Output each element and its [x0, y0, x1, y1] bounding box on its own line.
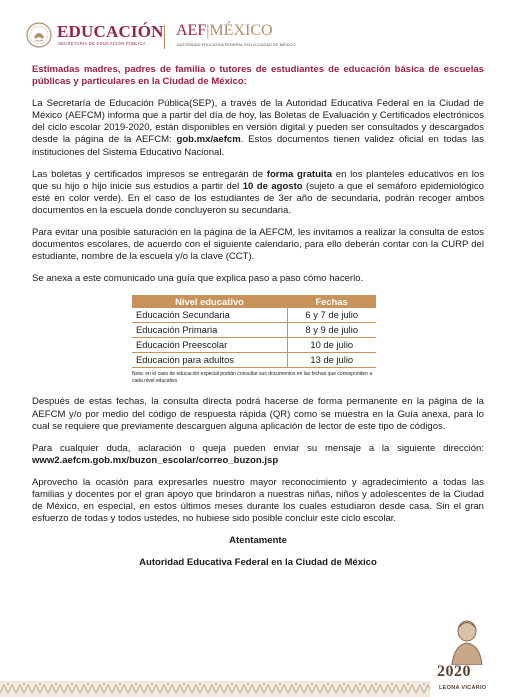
level-cell: Educación Secundaria: [132, 308, 287, 323]
aefcm-subtitle: AUTORIDAD EDUCATIVA FEDERAL EN LA CIUDAD DE MÉXICO: [177, 42, 296, 47]
education-logo-title: EDUCACIÓN: [57, 22, 164, 41]
date-emphasis: 10 de agosto: [242, 180, 303, 192]
p2-text-b: en los planteles educativos en los que su hijo o hijo inicie sus estudios a partir del: [32, 168, 484, 192]
paragraph-printed: [32, 169, 484, 217]
paragraph-calendar: Para evitar una posible saturación en la página de la AEFCM, les invitamos a realizar la consulta de estos documentos escolares, de acuerdo con el siguiente calendario, para ello deberán contar con la CURP del estudiante, nombre de la escuela y/o la clave (CCT).: [32, 227, 484, 263]
table-row: [132, 338, 376, 353]
mexico-text: MÉXICO: [209, 22, 273, 39]
paragraph-thanks: Aprovecho la ocasión para expresarles nuestro mayor reconocimiento y agradecimiento a todas las familias y docentes por el gran apoyo que brindaron a nuestras niñas, niños y adolescentes de la Ciudad de México, en especial, en estos últimos meses durante los cuales estudiaron desde casa. Sin el gran esfuerzo de todas y todos ustedes, no hubiese sido posible concluir este ciclo escolar.: [32, 476, 484, 525]
level-cell: Educación Preescolar: [132, 338, 287, 353]
table-header-row: [132, 295, 376, 308]
header-level: Nivel educativo: [132, 295, 287, 308]
aef-text: AEF: [176, 22, 207, 39]
p2-text-a: Las boletas y certificados impresos se entregarán de: [32, 168, 267, 180]
table-row: [132, 323, 376, 338]
letter-body: [32, 64, 484, 569]
buzon-link[interactable]: www2.aefcm.gob.mx/buzon_escolar/correo_buzon.jsp: [32, 454, 279, 466]
header-divider: [164, 25, 165, 49]
sep-subtitle: SECRETARÍA DE EDUCACIÓN PÚBLICA: [58, 41, 146, 46]
table-row: [132, 308, 376, 323]
signature: Autoridad Educativa Federal en la Ciudad de México: [139, 557, 377, 569]
free-emphasis: forma gratuita: [266, 168, 333, 180]
schedule-table: [132, 295, 376, 368]
level-cell: Educación para adultos: [132, 353, 287, 368]
greeting: Estimadas madres, padres de familia o tutores de estudiantes de educación básica de escuelas públicas y particulares en la Ciudad de México:: [32, 64, 484, 88]
decorative-pattern-band: [0, 681, 430, 697]
p1-text-b: . Estos documentos tienen validez oficial en todas las instituciones del Sistema Educativo Nacional.: [32, 134, 484, 158]
p1-text-a: La Secretaría de Educación Pública(SEP), a través de la Autoridad Educativa Federal en la Ciudad de México (AEFCM) informa que a partir del día de hoy, las Boletas de Evaluación y Certificados electrónicos del ciclo escolar 2019-2020, están disponibles en versión digital y pueden ser consultados y descargados desde la página de la AEFCM:: [32, 98, 484, 146]
paragraph-after-dates: Después de estas fechas, la consulta directa podrá hacerse de forma permanente en la página de la AEFCM y/o por medio del código de respuesta rápida (QR) como se muestra en la Guía anexa, para lo cual se requiere que previamente descarguen alguna aplicación de lector de este tipo de códigos.: [32, 396, 484, 432]
leona-vicario-portrait-icon: [444, 617, 490, 665]
date-cell: 10 de julio: [287, 338, 376, 353]
date-cell: 6 y 7 de julio: [287, 308, 376, 323]
p6-text: Para cualquier duda, aclaración o queja pueden enviar su mensaje a la siguiente dirección:: [32, 442, 484, 454]
table-note: Nota: en el caso de educación especial podrán consultar sus documentos en las fechas que corresponden a cada nivel educativo: [132, 371, 373, 384]
level-cell: Educación Primaria: [132, 323, 287, 338]
date-cell: 8 y 9 de julio: [287, 323, 376, 338]
aef-mexico-logo: [176, 22, 273, 40]
closing: Atentamente: [229, 535, 287, 547]
paragraph-contact: [32, 443, 484, 467]
eagle-seal-icon: [26, 22, 52, 48]
p2-text-c: (sujeto a que el semáforo epidemiológico esté en color verde). En el caso de los estudiantes de 3er año de secundaria, podrán recoger ambos documentos en la escuela donde concluyeron su secundaria.: [32, 180, 484, 216]
leona-vicario-label: LEONA VICARIO: [439, 685, 487, 691]
header-dates: Fechas: [287, 295, 376, 308]
schedule-table-wrap: [132, 295, 376, 384]
date-cell: 13 de julio: [287, 353, 376, 368]
aefcm-link[interactable]: gob.mx/aefcm: [176, 134, 241, 146]
aef-pipe: |: [206, 22, 210, 39]
paragraph-guide: Se anexa a este comunicado una guía que explica paso a paso cómo hacerlo.: [32, 273, 364, 285]
table-row: [132, 353, 376, 368]
year-2020: 2020: [437, 663, 471, 680]
paragraph-availability: [32, 98, 484, 158]
letterhead: [0, 0, 516, 56]
